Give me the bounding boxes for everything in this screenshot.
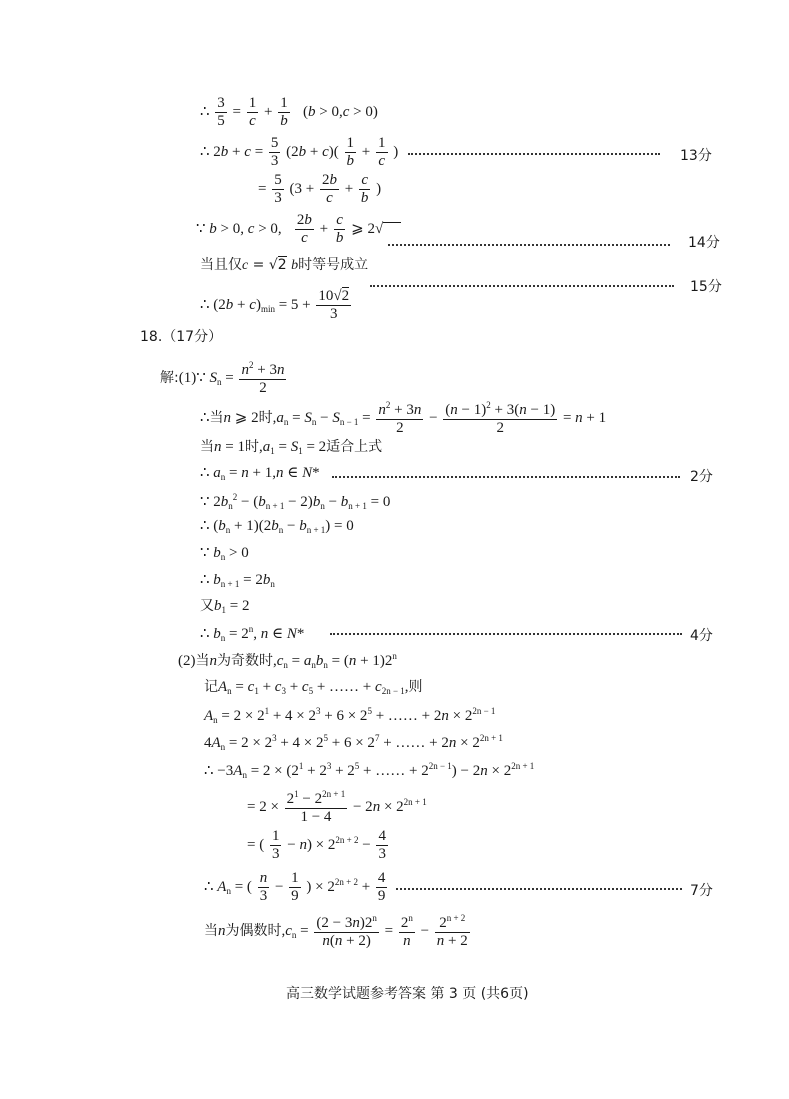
fraction: $\frac{1}{b}$	[280, 95, 288, 130]
eq-line-1: ∴ $\frac{3}{5}$ = $\frac{1}{c}$ + $\frac{1}{b}$ (b > 0,c > 0)	[200, 95, 378, 130]
eq-line-22: ∴ $-3A_n = 2 \times (2^1 + 2^3 + 2^5$ + …… + $2^{2n - 1}) - 2n \times 2^{2n + 1}$	[204, 761, 535, 780]
eq-line-4: ∵ b > 0, c > 0, $\frac{2b}{c}$ + $\frac{c}{b}$ ⩾ 2√	[196, 212, 401, 248]
page-footer: 高三数学试题参考答案 第 3 页 (共6页)	[286, 986, 529, 1002]
eq-line-21: $4A_n = 2 \times 2^3 + 4 \times 2^5 + 6 \times 2^7$ + …… + $2n \times 2^{2n + 1}$	[204, 733, 503, 752]
dotted-leader	[332, 476, 680, 478]
eq-line-3: = $\frac{5}{3}$ (3 + $\frac{2b}{c}$ + $\frac{c}{b}$ )	[258, 172, 382, 207]
eq-line-12: ∵ $2b_n^2 - (b_{n + 1} - 2)b_n - b_{n + 1} = 0$	[200, 492, 391, 511]
eq-line-6: ∴ $(2b + c)_{min} = 5$ + $\frac{10√2}{3}$	[200, 288, 350, 323]
eq-line-9: ∴当n ⩾ 2时$,a_n = S_n - S_{n - 1}$ = $\frac{n^2 + 3n}{2}$ − $\frac{(n - 1)^2 + 3(n - 1)}{2}$ = n + 1	[200, 400, 607, 437]
score-14: 14分	[688, 235, 720, 251]
eq-line-15: ∴ $b_{n + 1} = 2b_n$	[200, 572, 275, 589]
eq-line-11: ∴ $a_n = n + 1,n$ ∈ N*	[200, 465, 320, 482]
score-13: 13分	[680, 148, 712, 164]
eq-line-2: ∴ 2b + c = $\frac{5}{3}$ (2b + c)( $\frac{1}{b}$ + $\frac{1}{c}$ )	[200, 135, 399, 170]
dotted-leader	[388, 244, 670, 246]
eq-line-14: ∵ $b_n > 0$	[200, 545, 249, 562]
score-15: 15分	[690, 279, 722, 295]
problem-number: 18.（17分）	[140, 329, 223, 345]
fraction: $\frac{1}{c}$	[248, 95, 257, 130]
dotted-leader	[396, 888, 682, 890]
eq-line-13: ∴ $(b_n + 1)(2b_n - b_{n + 1}) = 0$	[200, 518, 354, 535]
dotted-leader	[330, 633, 682, 635]
dotted-leader	[408, 153, 660, 155]
eq-line-8: 解:(1)∵ $S_n$ = $\frac{n^2 + 3n}{2}$	[160, 360, 285, 397]
eq-line-23: = 2 × $\frac{2^1 - 2^{2n + 1}}{1 - 4}$ − $2n \times 2^{2n + 1}$	[247, 789, 427, 826]
eq-line-20: $A_n = 2 \times 2^1 + 4 \times 2^3 + 6 \times 2^5$ + …… + $2n \times 2^{2n - 1}$	[204, 706, 496, 725]
eq-line-10: 当n = 1时$,a_1 = S_1 = 2$适合上式	[200, 439, 383, 456]
fraction: $\frac{3}{5}$	[217, 95, 225, 130]
eq-line-18: (2)当n为奇数时$,c_n = a_nb_n = (n + 1)2^n$	[178, 651, 397, 670]
eq-line-16: 又$b_1 = 2$	[200, 598, 250, 615]
score-4: 4分	[690, 628, 713, 644]
eq-line-19: 记$A_n = c_1 + c_3 + c_5$ + …… + $c_{2n - 1}$,则	[204, 679, 423, 696]
eq-line-24: = ( $\frac{1}{3}$ − $n) \times 2^{2n + 2}$ − $\frac{4}{3}$	[247, 828, 386, 863]
eq-line-17: ∴ $b_n = 2^n$, n ∈ N*	[200, 624, 305, 643]
score-2: 2分	[690, 469, 713, 485]
dotted-leader	[370, 285, 674, 287]
eq-line-26: 当n为偶数时$,c_n$ = $\frac{(2 - 3n)2^n}{n(n + 2)}$ = $\frac{2^n}{n}$ − $\frac{2^{n + 2}}{n + 2}$	[204, 913, 468, 950]
eq-line-5: 当且仅c = √2 b时等号成立	[200, 257, 369, 273]
eq-line-25: ∴ $A_n$ = ( $\frac{n}{3}$ − $\frac{1}{9}$ ) × $2^{2n + 2}$ + $\frac{4}{9}$	[204, 870, 386, 905]
score-7: 7分	[690, 883, 713, 899]
